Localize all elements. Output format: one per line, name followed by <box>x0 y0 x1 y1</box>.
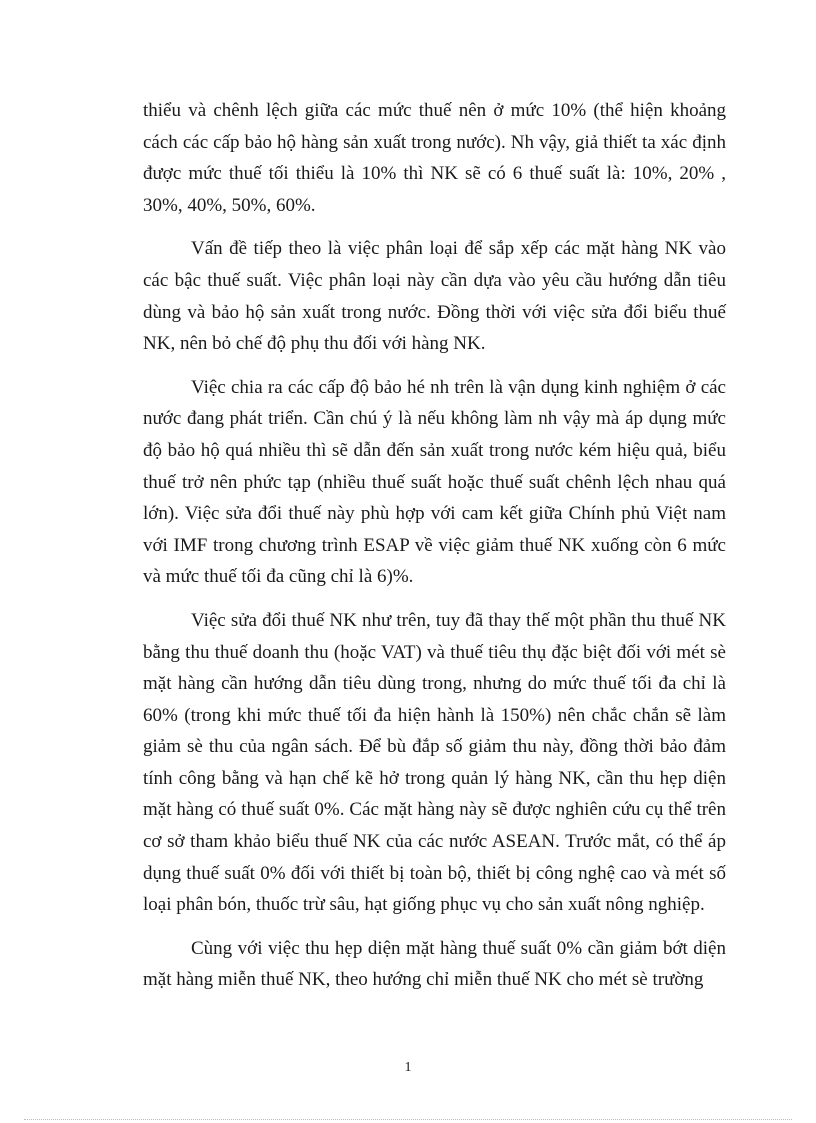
document-body <box>143 95 726 1008</box>
paragraph-3: Việc chia ra các cấp độ bảo hé nh trên là vận dụng kinh nghiệm ở các nước đang phát triển. Cần chú ý là nếu không làm nh vậy mà áp dụng mức độ bảo hộ quá nhiều thì sẽ dẫn đến sản xuất trong nước kém hiệu quả, biểu thuế trở nên phức tạp (nhiều thuế suất hoặc thuế suất chênh lệch nhau quá lớn). Việc sửa đổi thuế này phù hợp với cam kết giữa Chính phủ Việt nam với IMF trong chương trình ESAP về việc giảm thuế NK xuống còn 6 mức và mức thuế tối đa cũng chỉ là 6)%. <box>143 376 726 588</box>
paragraph-1: thiểu và chênh lệch giữa các mức thuế nên ở mức 10% (thể hiện khoảng cách các cấp bảo hộ hàng sản xuất trong nước). Nh vậy, giả thiết ta xác định được mức thuế tối thiểu là 10% thì NK sẽ có 6 thuế suất là: 10%, 20% , 30%, 40%, 50%, 60%. <box>143 100 726 216</box>
page-number: 1 <box>404 1060 412 1075</box>
paragraph-4: Việc sửa đổi thuế NK như trên, tuy đã thay thế một phần thu thuế NK bằng thu thuế doanh thu (hoặc VAT) và thuế tiêu thụ đặc biệt đối với mét sè mặt hàng cần hướng dẫn tiêu dùng trong, nhưng do mức thuế tối đa chỉ là 60% (trong khi mức thuế tối đa hiện hành là 150%) nên chắc chắn sẽ làm giảm sè thu của ngân sách. Để bù đắp số giảm thu này, đồng thời bảo đảm tính công bằng và hạn chế kẽ hở trong quản lý hàng NK, cần thu hẹp diện mặt hàng có thuế suất 0%. Các mặt hàng này sẽ được nghiên cứu cụ thể trên cơ sở tham khảo biểu thuế NK của các nước ASEAN. Trước mắt, có thể áp dụng thuế suất 0% đối với thiết bị toàn bộ, thiết bị công nghệ cao và mét số loại phân bón, thuốc trừ sâu, hạt giống phục vụ cho sản xuất nông nghiệp. <box>143 609 726 916</box>
paragraph-2: Vấn đề tiếp theo là việc phân loại để sắp xếp các mặt hàng NK vào các bậc thuế suất. Việc phân loại này cần dựa vào yêu cầu hướng dẫn tiêu dùng và bảo hộ sản xuất trong nước. Đồng thời với việc sửa đổi biểu thuế NK, nên bỏ chế độ phụ thu đối với hàng NK. <box>143 238 726 355</box>
page-bottom-divider <box>24 1119 792 1120</box>
paragraph-5: Cùng với việc thu hẹp diện mặt hàng thuế suất 0% cần giảm bớt diện mặt hàng miễn thuế NK, theo hướng chỉ miễn thuế NK cho mét sè trường <box>143 937 726 991</box>
